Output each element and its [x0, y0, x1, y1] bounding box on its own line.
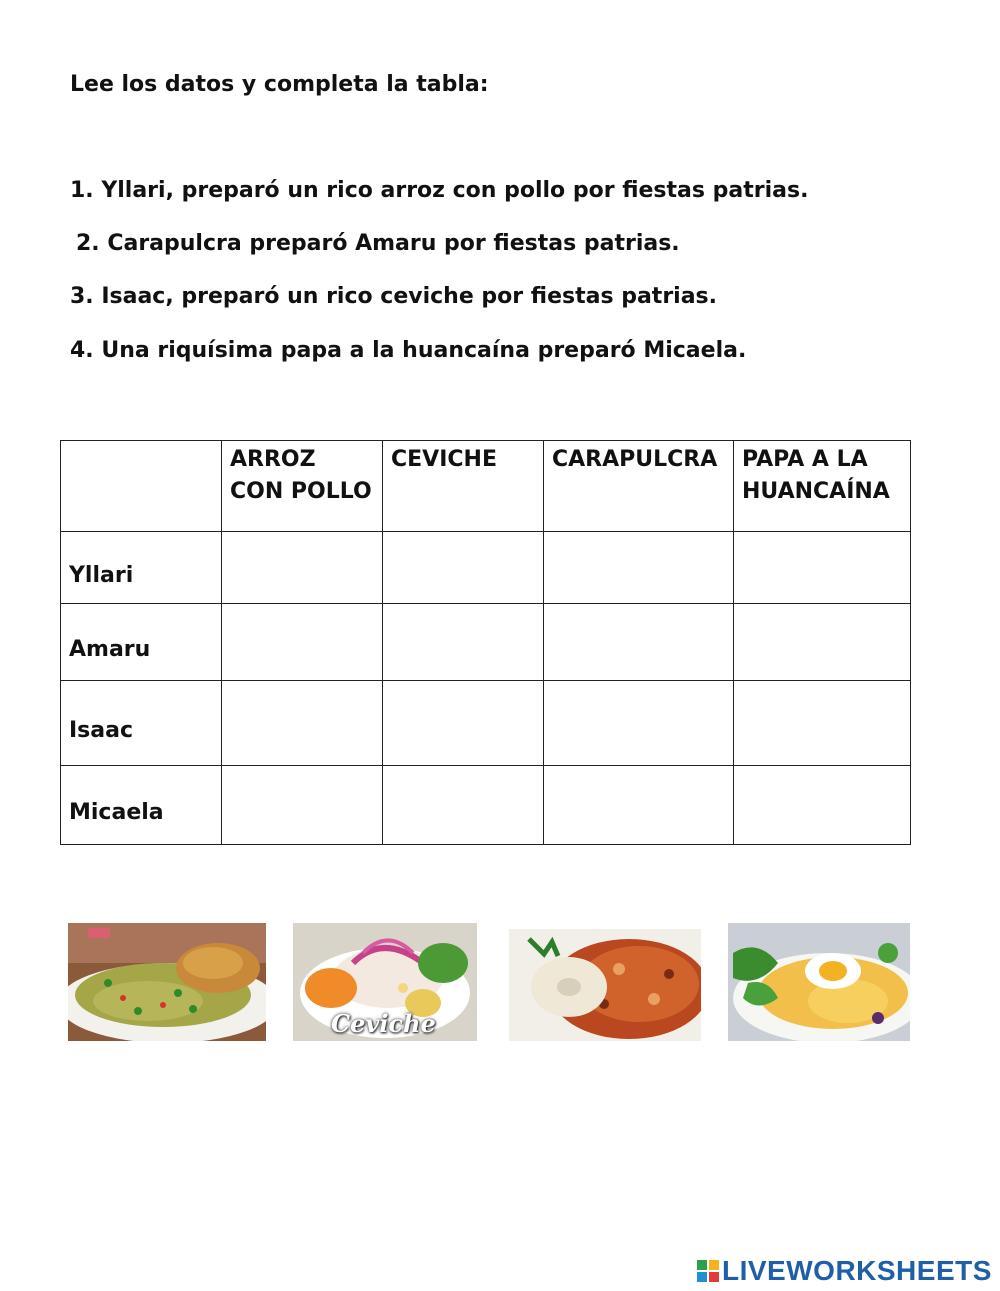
row-name: Micaela [61, 766, 222, 845]
column-header-papa: PAPA A LA HUANCAÍNA [734, 441, 911, 532]
table-row [61, 604, 911, 681]
table-row [61, 681, 911, 766]
answer-cell[interactable] [222, 681, 383, 766]
answer-cell[interactable] [383, 604, 544, 681]
table-row [61, 766, 911, 845]
table-header-row [61, 441, 911, 532]
answer-cell[interactable] [544, 604, 734, 681]
carapulcra-image[interactable] [509, 929, 701, 1041]
answer-cell[interactable] [383, 681, 544, 766]
answer-cell[interactable] [734, 681, 911, 766]
table-row [61, 532, 911, 604]
statement-1: 1. Yllari, preparó un rico arroz con pollo por fiestas patrias. [70, 178, 809, 203]
statement-2: 2. Carapulcra preparó Amaru por fiestas patrias. [76, 231, 680, 256]
answer-cell[interactable] [734, 604, 911, 681]
row-name: Isaac [61, 681, 222, 766]
row-name: Amaru [61, 604, 222, 681]
arroz-con-pollo-image[interactable] [68, 923, 266, 1041]
answer-cell[interactable] [734, 532, 911, 604]
liveworksheets-logo [697, 1255, 992, 1287]
instructions-title: Lee los datos y completa la tabla: [70, 72, 489, 97]
row-name: Yllari [61, 532, 222, 604]
answer-cell[interactable] [544, 681, 734, 766]
logic-table [60, 440, 911, 845]
answer-cell[interactable] [383, 766, 544, 845]
answer-cell[interactable] [222, 766, 383, 845]
liveworksheets-blocks-icon [697, 1260, 719, 1282]
ceviche-image[interactable] [293, 923, 477, 1041]
answer-cell[interactable] [544, 532, 734, 604]
statement-3: 3. Isaac, preparó un rico ceviche por fiestas patrias. [70, 284, 718, 309]
ceviche-caption: Ceviche [331, 1009, 436, 1038]
corner-cell [61, 441, 222, 532]
answer-cell[interactable] [544, 766, 734, 845]
column-header-ceviche: CEVICHE [383, 441, 544, 532]
papa-huancaina-image[interactable] [728, 923, 910, 1041]
column-header-carapulcra: CARAPULCRA [544, 441, 734, 532]
statement-4: 4. Una riquísima papa a la huancaína preparó Micaela. [70, 338, 747, 363]
answer-cell[interactable] [222, 604, 383, 681]
answer-cell[interactable] [734, 766, 911, 845]
logo-text: LIVEWORKSHEETS [722, 1255, 992, 1286]
column-header-arroz: ARROZ CON POLLO [222, 441, 383, 532]
answer-cell[interactable] [383, 532, 544, 604]
answer-cell[interactable] [222, 532, 383, 604]
